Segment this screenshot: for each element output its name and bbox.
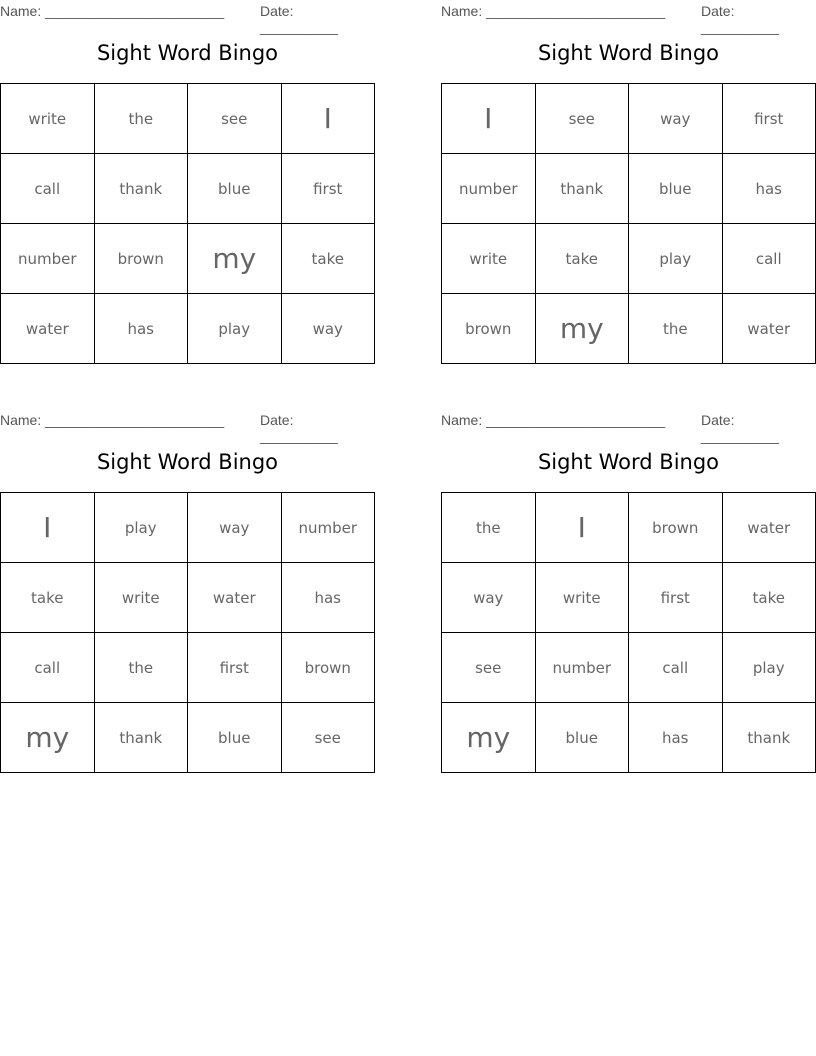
bingo-cell: thank [94,703,188,773]
bingo-grid [441,83,816,364]
bingo-cell: my [188,224,282,294]
bingo-cell: brown [94,224,188,294]
bingo-cell: write [1,84,95,154]
bingo-cell: number [281,493,375,563]
bingo-cell: has [281,563,375,633]
bingo-card [441,0,816,345]
bingo-cell: water [188,563,282,633]
grid-row [442,224,816,294]
bingo-cell: blue [629,154,723,224]
bingo-cell: take [535,224,629,294]
bingo-cell: I [281,84,375,154]
card-title: Sight Word Bingo [96,41,279,65]
grid-row [442,633,816,703]
grid-row [1,224,375,294]
bingo-cell: see [188,84,282,154]
bingo-cell: call [629,633,723,703]
name-label: Name: _______________________ [441,412,666,428]
bingo-cell: brown [629,493,723,563]
grid-row [1,294,375,364]
bingo-cell: my [535,294,629,364]
card-title: Sight Word Bingo [537,450,720,474]
name-date-header [0,412,375,444]
bingo-cell: see [281,703,375,773]
bingo-grid [0,83,375,364]
bingo-cell: has [722,154,816,224]
bingo-cell: I [442,84,536,154]
bingo-cell: take [1,563,95,633]
bingo-cell: first [722,84,816,154]
bingo-cell: write [535,563,629,633]
bingo-grid [441,492,816,773]
grid-row [1,84,375,154]
bingo-cell: water [722,493,816,563]
bingo-cell: call [1,633,95,703]
grid-row [442,563,816,633]
bingo-card [441,409,816,754]
grid-row [442,84,816,154]
grid-row [442,154,816,224]
card-title: Sight Word Bingo [96,450,279,474]
bingo-cell: the [94,633,188,703]
grid-row [1,563,375,633]
bingo-cell: call [722,224,816,294]
bingo-cell: way [442,563,536,633]
bingo-cell: thank [94,154,188,224]
bingo-cell: call [1,154,95,224]
name-label: Name: _______________________ [0,3,225,19]
bingo-cell: see [442,633,536,703]
grid-row [442,703,816,773]
grid-row [442,493,816,563]
date-label: Date: __________ [701,3,779,35]
bingo-cell: I [535,493,629,563]
date-label: Date: __________ [701,412,779,444]
bingo-cell: way [629,84,723,154]
bingo-cell: write [94,563,188,633]
date-label: Date: __________ [260,3,338,35]
bingo-cell: number [442,154,536,224]
bingo-cell: take [281,224,375,294]
grid-row [1,493,375,563]
bingo-cell: write [442,224,536,294]
name-label: Name: _______________________ [441,3,666,19]
bingo-cell: thank [722,703,816,773]
bingo-cell: has [629,703,723,773]
card-title: Sight Word Bingo [537,41,720,65]
bingo-cell: see [535,84,629,154]
bingo-cell: first [188,633,282,703]
bingo-cell: brown [442,294,536,364]
bingo-cell: first [629,563,723,633]
bingo-card [0,0,375,338]
bingo-cell: blue [535,703,629,773]
bingo-cell: the [442,493,536,563]
bingo-cell: my [1,703,95,773]
bingo-cell: way [188,493,282,563]
bingo-cell: number [1,224,95,294]
bingo-cell: way [281,294,375,364]
bingo-cell: first [281,154,375,224]
bingo-cell: has [94,294,188,364]
bingo-cell: water [1,294,95,364]
bingo-cell: take [722,563,816,633]
bingo-cell: the [629,294,723,364]
name-label: Name: _______________________ [0,412,225,428]
bingo-cell: the [94,84,188,154]
bingo-cell: thank [535,154,629,224]
bingo-cell: my [442,703,536,773]
bingo-cell: I [1,493,95,563]
bingo-cell: play [188,294,282,364]
grid-row [1,633,375,703]
bingo-cell: blue [188,703,282,773]
bingo-cell: play [629,224,723,294]
grid-row [1,703,375,773]
name-date-header [441,3,816,35]
bingo-card [0,409,375,754]
bingo-cell: water [722,294,816,364]
bingo-cell: play [94,493,188,563]
bingo-cell: blue [188,154,282,224]
date-label: Date: __________ [260,412,338,444]
grid-row [442,294,816,364]
bingo-cell: play [722,633,816,703]
grid-row [1,154,375,224]
bingo-cell: number [535,633,629,703]
bingo-cell: brown [281,633,375,703]
name-date-header [0,3,375,35]
name-date-header [441,412,816,444]
bingo-grid [0,492,375,773]
